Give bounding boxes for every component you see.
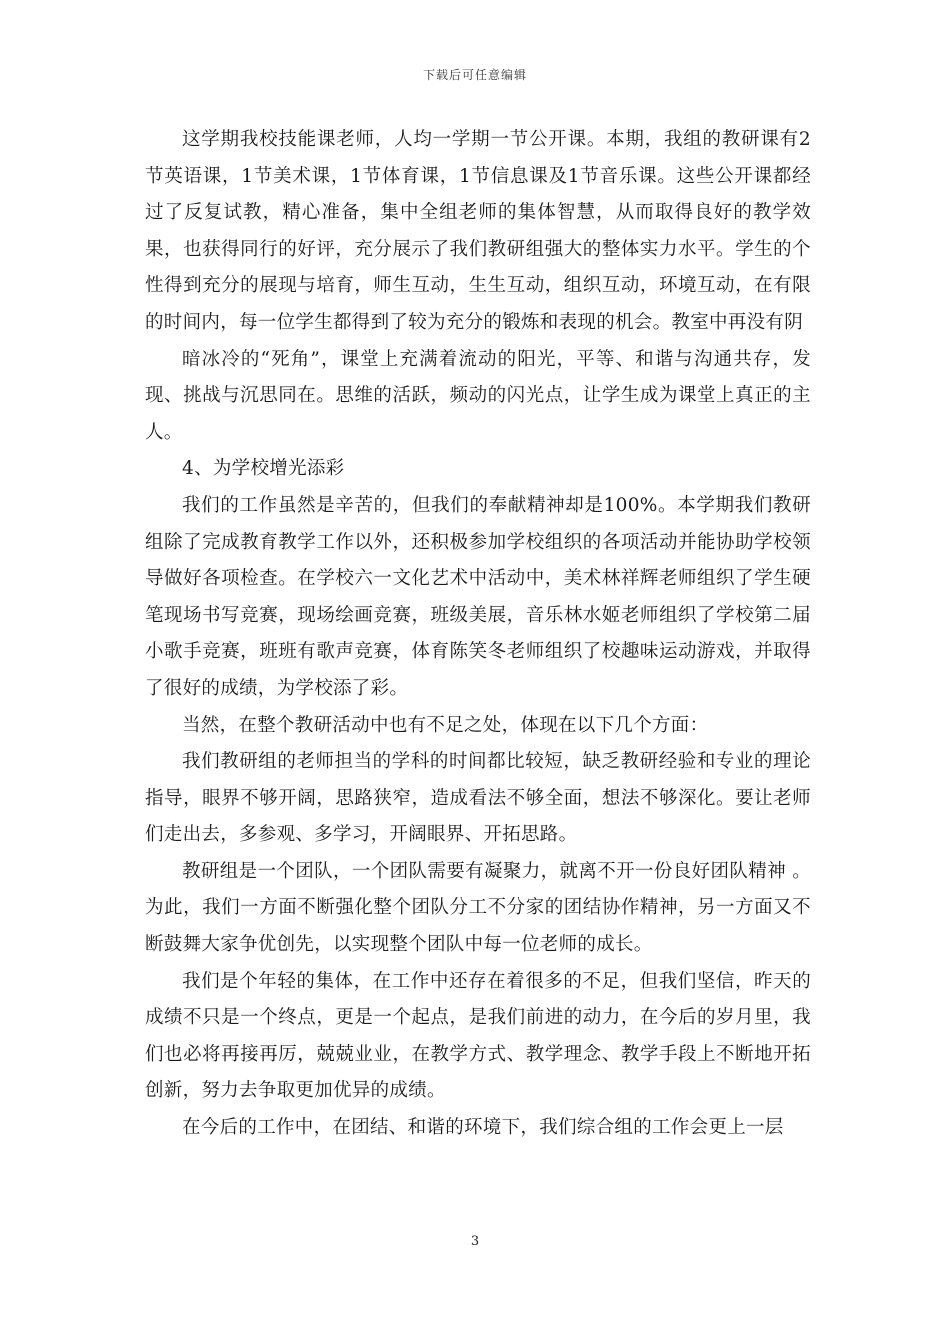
page-number: 3 [470,1234,480,1249]
paragraph-open-classes: 这学期我校技能课老师，人均一学期一节公开课。本期，我组的教研课有2节英语课，1节美术课，1节体育课，1节信息课及1节音乐课。这些公开课都经过了反复试教，精心准备，集中全组老师的集体智慧，从而取得良好的教学效果，也获得同行的好评，充分展示了我们教研组强大的整体实力水平。学生的个性得到充分的展现与培育，师生互动，生生互动，组织互动，环境互动，在有限的时间内，每一位学生都得到了较为充分的锻炼和表现的机会。教室中再没有阴 [145,129,811,333]
paragraph-team-spirit: 教研组是一个团队，一个团队需要有凝聚力，就离不开一份良好团队精神 。为此，我们一方面不断强化整个团队分工不分家的团结协作精神，另一方面又不断鼓舞大家争优创先，以实现整个团队中每一位老师的成长。 [145,860,811,956]
page-header: 下载后可任意编辑 [422,68,527,82]
paragraph-future-work: 在今后的工作中，在团结、和谐的环境下，我们综合组的工作会更上一层 [182,1117,784,1139]
paragraph-young-team: 我们是个年轻的集体，在工作中还存在着很多的不足，但我们坚信，昨天的成绩不只是一个终点，更是一个起点，是我们前进的动力，在今后的岁月里，我们也必将再接再厉，兢兢业业，在教学方式、教学理念、教学手段上不断地开拓创新，努力去争取更加优异的成绩。 [145,970,811,1102]
document-body [145,122,811,1147]
paragraph-classroom-atmosphere: 暗冰冷的“死角”，课堂上充满着流动的阳光，平等、和谐与沟通共存，发现、挑战与沉思同在。思维的活跃，频动的闪光点，让学生成为课堂上真正的主人。 [145,348,811,443]
section-heading-school-honor: 4、为学校增光添彩 [182,458,345,480]
paragraph-dedication: 我们的工作虽然是辛苦的，但我们的奉献精神却是100%。本学期我们教研组除了完成教育教学工作以外，还积极参加学校组织的各项活动并能协助学校领导做好各项检查。在学校六一文化艺术中活动中，美术林祥辉老师组织了学生硬笔现场书写竞赛，现场绘画竞赛，班级美展，音乐林水姬老师组织了学校第二届小歌手竞赛，班班有歌声竞赛，体育陈笑冬老师组织了校趣味运动游戏，并取得了很好的成绩，为学校添了彩。 [145,494,811,699]
paragraph-shortcomings-intro: 当然，在整个教研活动中也有不足之处，体现在以下几个方面： [182,714,709,736]
paragraph-experience: 我们教研组的老师担当的学科的时间都比较短，缺乏教研经验和专业的理论指导，眼界不够开阔，思路狭窄，造成看法不够全面，想法不够深化。要让老师们走出去，多参观、多学习，开阔眼界、开拓思路。 [145,751,811,846]
